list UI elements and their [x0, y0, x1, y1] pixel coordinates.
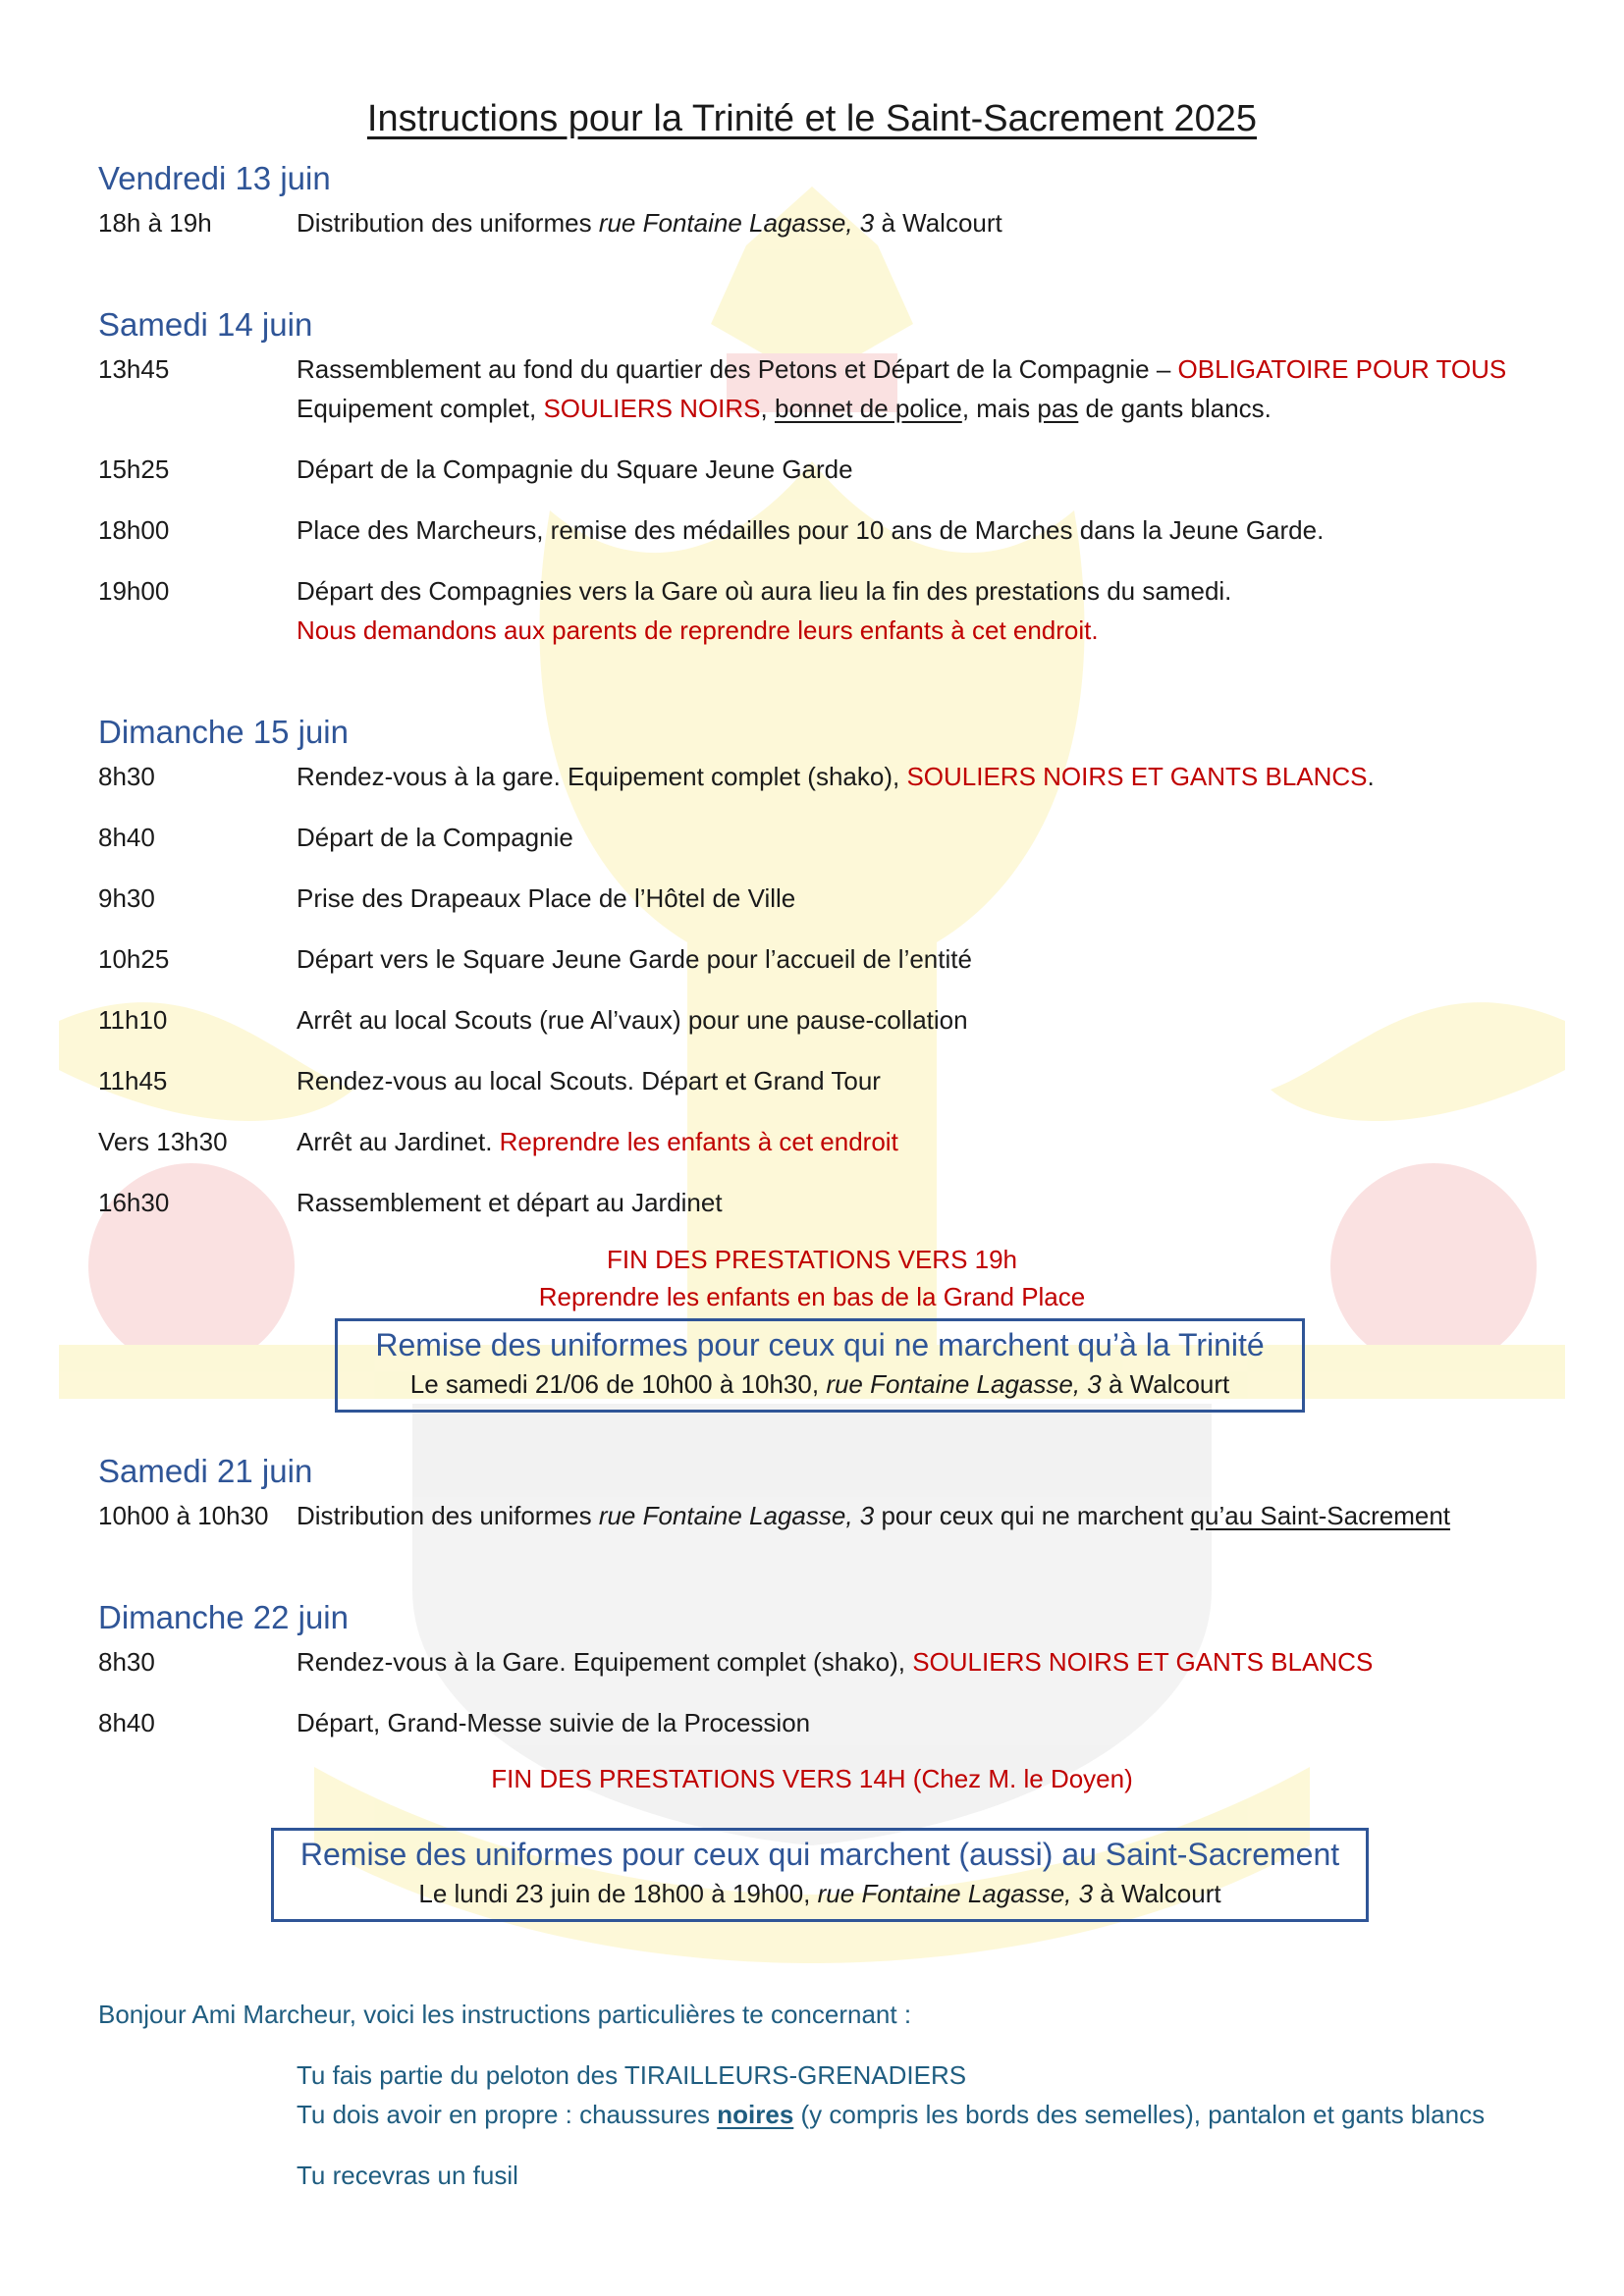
row-desc: Départ de la Compagnie du Square Jeune Garde: [297, 454, 853, 484]
row-desc: Arrêt au local Scouts (rue Al’vaux) pour une pause-collation: [297, 1005, 968, 1035]
row-desc: Rassemblement et départ au Jardinet: [297, 1188, 723, 1217]
address: rue Fontaine Lagasse, 3: [598, 1501, 875, 1530]
address: rue Fontaine Lagasse, 3: [826, 1369, 1102, 1399]
row-desc: Rassemblement au fond du quartier des Petons et Départ de la Compagnie – OBLIGATOIRE POUR TOUS: [297, 354, 1507, 384]
day-heading-samedi-14: Samedi 14 juin: [98, 306, 313, 343]
end-of-performance-notice: FIN DES PRESTATIONS VERS 19h: [606, 1245, 1018, 1274]
row-time: 19h00: [98, 576, 170, 606]
row-time: 8h40: [98, 1708, 155, 1737]
mandatory-notice: OBLIGATOIRE POUR TOUS: [1177, 354, 1507, 384]
row-desc: Départ, Grand-Messe suivie de la Procession: [297, 1708, 811, 1737]
row-desc: Rendez-vous à la Gare. Equipement complet (shako), SOULIERS NOIRS ET GANTS BLANCS: [297, 1647, 1374, 1677]
row-time: 10h25: [98, 944, 170, 974]
personal-line-equipment: Tu dois avoir en propre : chaussures noires (y compris les bords des semelles), pantalon et gants blancs: [297, 2100, 1486, 2129]
row-desc: Départ de la Compagnie: [297, 823, 573, 852]
personal-greeting: Bonjour Ami Marcheur, voici les instructions particulières te concernant :: [98, 2000, 912, 2029]
row-desc: Distribution des uniformes rue Fontaine Lagasse, 3 à Walcourt: [297, 208, 1002, 238]
day-heading-samedi-21: Samedi 21 juin: [98, 1453, 313, 1489]
personal-line-platoon: Tu fais partie du peloton des TIRAILLEURS-GRENADIERS: [297, 2060, 967, 2090]
parents-notice: Nous demandons aux parents de reprendre leurs enfants à cet endroit.: [297, 615, 1099, 645]
row-time: 9h30: [98, 883, 155, 913]
box-heading: Remise des uniformes pour ceux qui marchent (aussi) au Saint-Sacrement: [299, 1837, 1340, 1872]
address: rue Fontaine Lagasse, 3: [598, 208, 875, 238]
row-time: 18h à 19h: [98, 208, 212, 238]
row-desc: Prise des Drapeaux Place de l’Hôtel de Ville: [297, 883, 796, 913]
row-desc: Distribution des uniformes rue Fontaine Lagasse, 3 pour ceux qui ne marchent qu’au Saint-Sacrement: [297, 1501, 1451, 1530]
row-desc: Arrêt au Jardinet. Reprendre les enfants à cet endroit: [297, 1127, 898, 1156]
row-time: 18h00: [98, 515, 170, 545]
row-desc: Place des Marcheurs, remise des médailles pour 10 ans de Marches dans la Jeune Garde.: [297, 515, 1325, 545]
box-line: Le samedi 21/06 de 10h00 à 10h30, rue Fontaine Lagasse, 3 à Walcourt: [409, 1369, 1230, 1399]
row-time: 8h30: [98, 762, 155, 791]
day-heading-dimanche-22: Dimanche 22 juin: [98, 1599, 349, 1635]
row-time: 13h45: [98, 354, 170, 384]
day-heading-dimanche-15: Dimanche 15 juin: [98, 714, 349, 750]
row-time: 8h30: [98, 1647, 155, 1677]
box-line: Le lundi 23 juin de 18h00 à 19h00, rue Fontaine Lagasse, 3 à Walcourt: [418, 1879, 1221, 1908]
end-of-performance-notice: FIN DES PRESTATIONS VERS 14H (Chez M. le Doyen): [491, 1764, 1133, 1793]
uniform-return-box-saint-sacrement: [271, 1828, 1369, 1922]
emphasis-noires: noires: [717, 2100, 794, 2129]
address: rue Fontaine Lagasse, 3: [817, 1879, 1094, 1908]
row-time: 11h10: [98, 1005, 168, 1035]
row-time: 15h25: [98, 454, 170, 484]
row-time: 11h45: [98, 1066, 168, 1095]
row-time: 10h00 à 10h30: [98, 1501, 269, 1530]
personal-line-rifle: Tu recevras un fusil: [297, 2161, 518, 2190]
row-desc: Rendez-vous au local Scouts. Départ et Grand Tour: [297, 1066, 881, 1095]
document-title: Instructions pour la Trinité et le Saint-Sacrement 2025: [366, 98, 1258, 139]
row-desc: Equipement complet, SOULIERS NOIRS, bonnet de police, mais pas de gants blancs.: [297, 394, 1272, 423]
box-heading: Remise des uniformes pour ceux qui ne marchent qu’à la Trinité: [375, 1327, 1265, 1362]
row-desc: Départ vers le Square Jeune Garde pour l’accueil de l’entité: [297, 944, 972, 974]
row-time: Vers 13h30: [98, 1127, 228, 1156]
row-time: 8h40: [98, 823, 155, 852]
row-desc: Départ des Compagnies vers la Gare où aura lieu la fin des prestations du samedi.: [297, 576, 1232, 606]
uniform-return-box-trinite: [335, 1318, 1305, 1413]
row-time: 16h30: [98, 1188, 170, 1217]
day-heading-vendredi-13: Vendredi 13 juin: [98, 160, 331, 196]
pickup-notice: Reprendre les enfants en bas de la Grand Place: [538, 1282, 1086, 1311]
row-desc: Rendez-vous à la gare. Equipement complet (shako), SOULIERS NOIRS ET GANTS BLANCS.: [297, 762, 1375, 791]
